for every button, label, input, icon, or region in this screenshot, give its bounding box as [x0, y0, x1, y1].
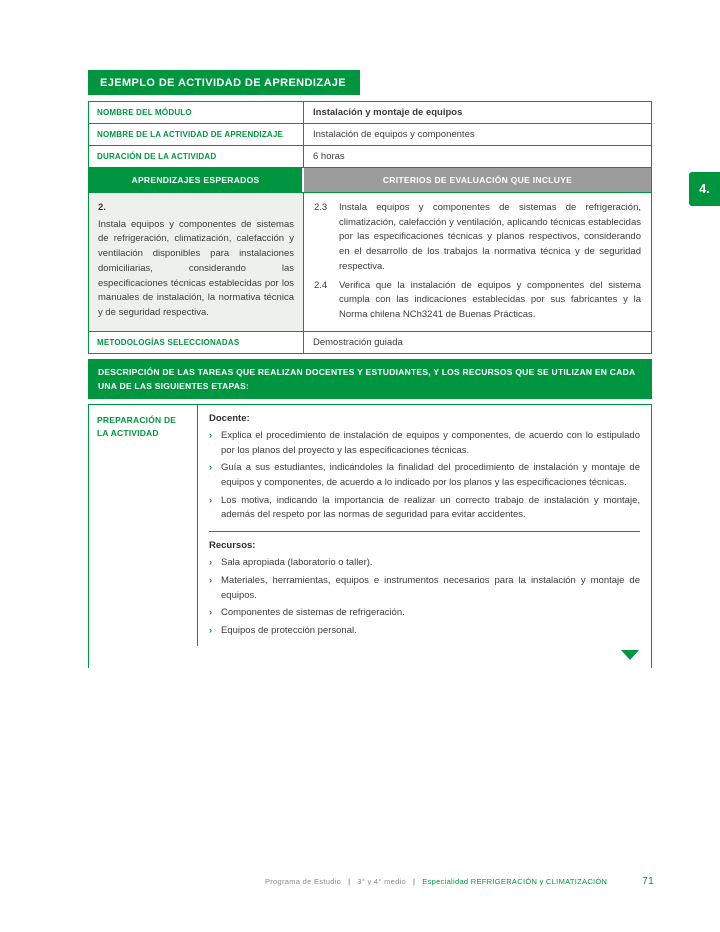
- chevron-bullet-icon: ›: [209, 462, 213, 474]
- list-item-text: Explica el procedimiento de instalación de equipos y componentes, de acuerdo con lo estipulado por los planos del proyecto y las especificaciones técnicas.: [221, 429, 640, 456]
- footer-specialty: Especialidad REFRIGERACIÓN y CLIMATIZACIÓN: [422, 877, 608, 886]
- chevron-bullet-icon: ›: [209, 494, 213, 506]
- footer-separator: |: [348, 877, 351, 886]
- chevron-bullet-icon: ›: [209, 574, 213, 586]
- table-content-row: [89, 193, 651, 332]
- footer-grade: 3° y 4° medio: [357, 877, 407, 886]
- criteria-text: Verifica que la instalación de equipos y componentes del sistema cumpla con las indicaciones establecidas por sus fabricantes y la Norma chilena NCh3241 de Buenas Prácticas.: [339, 279, 641, 321]
- list-item-text: Materiales, herramientas, equipos e instrumentos necesarios para la instalación y montaje de equipos.: [221, 574, 640, 601]
- description-banner: DESCRIPCIÓN DE LAS TAREAS QUE REALIZAN DOCENTES Y ESTUDIANTES, Y LOS RECURSOS QUE SE UTILIZAN EN CADA UNA DE LAS SIGUIENTES ETAPAS:: [88, 359, 652, 399]
- continuation-arrow-icon: [621, 650, 639, 660]
- list-item-text: Guía a sus estudiantes, indicándoles la finalidad del procedimiento de instalación y montaje de equipos y componentes, de acuerdo a lo indicado por los planos y las especificaciones técnicas.: [221, 462, 640, 488]
- list-item: [209, 429, 640, 458]
- row-value-module: Instalación y montaje de equipos: [313, 107, 463, 118]
- criteria-item: [314, 201, 641, 275]
- criteria-item: [314, 279, 641, 323]
- list-item: [209, 494, 640, 523]
- list-item-text: Sala apropiada (laboratorio o taller).: [221, 557, 373, 569]
- table-row: [89, 332, 651, 353]
- chapter-tab-number: 4.: [699, 182, 710, 196]
- list-item-text: Componentes de sistemas de refrigeración.: [221, 607, 405, 619]
- row-label-duration: DURACIÓN DE LA ACTIVIDAD: [89, 146, 304, 167]
- header-expected-learning: APRENDIZAJES ESPERADOS: [89, 168, 304, 192]
- header-evaluation-criteria: CRITERIOS DE EVALUACIÓN QUE INCLUYE: [304, 168, 651, 192]
- table-row: [89, 146, 651, 168]
- activity-table: [88, 101, 652, 354]
- list-item: [209, 574, 640, 603]
- criteria-text: Instala equipos y componentes de sistemas de refrigeración, climatización, calefacción y ventilación, aplicando técnicas establecidas por las especificaciones técnicas y planos respectivos, considerando en el desarrollo de los trabajos la normativa técnica y de seguridad respectiva.: [339, 202, 641, 272]
- page-content: [88, 70, 652, 668]
- list-item: [209, 461, 640, 490]
- criteria-number: 2.4: [314, 279, 328, 291]
- list-item: [209, 556, 640, 571]
- preparation-section: [88, 404, 652, 668]
- page-footer: [0, 876, 654, 887]
- table-row: [89, 124, 651, 146]
- preparation-grid: [89, 405, 651, 646]
- docente-heading: Docente:: [209, 412, 250, 424]
- expected-learning-cell: [89, 193, 304, 331]
- recursos-section: [209, 531, 640, 639]
- chevron-bullet-icon: ›: [209, 624, 213, 636]
- expected-learning-number: 2.: [98, 202, 106, 213]
- table-header-row: [89, 168, 651, 193]
- row-value-activity-name: Instalación de equipos y componentes: [313, 129, 475, 140]
- criteria-cell: [304, 193, 651, 331]
- footer-separator: |: [413, 877, 416, 886]
- preparation-content: [197, 405, 651, 646]
- list-item-text: Los motiva, indicando la importancia de realizar un correcto trabajo de instalación y montaje, además del respeto por las normas de seguridad para evitar accidentes.: [221, 494, 640, 521]
- recursos-heading: Recursos:: [209, 540, 256, 552]
- criteria-number: 2.3: [314, 202, 328, 213]
- page-title: EJEMPLO DE ACTIVIDAD DE APRENDIZAJE: [88, 70, 360, 95]
- list-item: [209, 624, 640, 639]
- row-label-module: NOMBRE DEL MÓDULO: [89, 102, 304, 123]
- expected-learning-text: Instala equipos y componentes de sistemas de refrigeración, climatización, calefacción y ventilación disponibles para instalaciones domiciliarias, considerando las especificaciones técnicas establecidas por los manuales de instalación, la normativa técnica y de seguridad respectiva.: [98, 218, 294, 319]
- footer-program: Programa de Estudio: [264, 877, 342, 886]
- page-number: 71: [642, 876, 654, 887]
- continuation-row: [89, 646, 651, 668]
- row-label-activity-name: NOMBRE DE LA ACTIVIDAD DE APRENDIZAJE: [89, 124, 304, 145]
- table-row: [89, 102, 651, 124]
- chevron-bullet-icon: ›: [209, 429, 213, 441]
- chevron-bullet-icon: ›: [209, 557, 213, 569]
- chapter-tab: [689, 172, 720, 206]
- row-value-methodology: Demostración guiada: [313, 336, 403, 348]
- row-label-methodology: METODOLOGÍAS SELECCIONADAS: [89, 332, 304, 353]
- list-item-text: Equipos de protección personal.: [221, 624, 357, 636]
- row-value-duration: 6 horas: [313, 151, 345, 162]
- chevron-bullet-icon: ›: [209, 607, 213, 619]
- list-item: [209, 606, 640, 621]
- preparation-label: PREPARACIÓN DE LA ACTIVIDAD: [97, 414, 177, 439]
